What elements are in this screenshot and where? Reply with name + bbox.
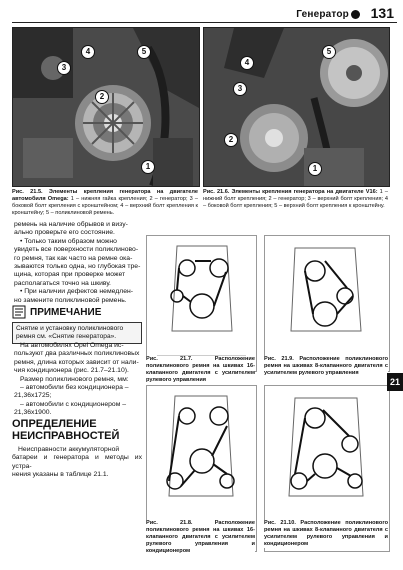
diagram-21-8-caption: Рис. 21.8. Расположение поликлинового ремня на шкивах 16-клапанного двигателя с усилителем рулевого управления и кондиционером bbox=[146, 520, 255, 554]
photo-left-caption bbox=[12, 189, 198, 217]
bullet-dot-icon bbox=[351, 10, 360, 19]
text-line: 21,36x1725; bbox=[14, 392, 52, 400]
belt-diagram-21-9 bbox=[264, 235, 390, 372]
callout-1: 1 bbox=[141, 160, 155, 174]
text-line: пользуют два различных поликлиновых bbox=[14, 350, 140, 358]
section-heading-line: ОПРЕДЕЛЕНИЕ bbox=[12, 418, 97, 430]
intro-text bbox=[14, 221, 142, 305]
section-heading-line: НЕИСПРАВНОСТЕЙ bbox=[12, 430, 120, 442]
callout-5: 5 bbox=[322, 45, 336, 59]
text-line: ремня, длина которых зависит от нали- bbox=[14, 358, 139, 366]
text-line: 21,36x1900. bbox=[14, 409, 52, 417]
photo-right-caption-text: 1 – нижний болт крепления; 2 – генератор; 3 – верхний болт крепления; 4 – боковой болт крепления; 5 – верхний болт крепления к кронштейну. bbox=[203, 189, 388, 209]
callout-4: 4 bbox=[240, 56, 254, 70]
header-rule bbox=[12, 22, 397, 23]
text-line: увидеть все поверхности поликлиново- bbox=[14, 246, 139, 254]
callout-4: 4 bbox=[81, 45, 95, 59]
note-line: Снятие и установку поликлинового bbox=[16, 325, 124, 332]
note-block bbox=[12, 305, 142, 344]
diagram-21-9-caption: Рис. 21.9. Расположение поликлинового ремня на шкивах 8-клапанного двигателя с усилителем рулевого управления bbox=[264, 356, 388, 376]
engine-photo-left-image bbox=[13, 28, 199, 186]
page-number: 131 bbox=[370, 5, 394, 21]
text-line: Размер поликлинового ремня, мм: bbox=[20, 375, 129, 383]
text-line: нения указаны в таблице 21.1. bbox=[12, 471, 109, 479]
callout-1: 1 bbox=[308, 162, 322, 176]
engine-photo-right bbox=[203, 27, 390, 187]
note-header bbox=[12, 305, 142, 319]
text-line: ально проверьте его состояние. bbox=[14, 229, 115, 237]
belt-diagram-21-7 bbox=[146, 235, 257, 372]
text-line: щина, которая при проверке может bbox=[14, 271, 126, 279]
photo-right-caption bbox=[203, 189, 388, 210]
section-text bbox=[12, 446, 142, 480]
text-line: На автомобилях Opel Omega ис- bbox=[20, 342, 124, 349]
belt-diagram-image bbox=[265, 236, 389, 371]
note-icon bbox=[12, 305, 26, 319]
text-line: ремень на наличие обрывов и визу- bbox=[14, 221, 128, 228]
text-line: располагаться точно на шкиву. bbox=[14, 279, 111, 287]
belt-paragraph bbox=[14, 342, 142, 418]
photo-left-caption-text: 1 – нижняя гайка крепления; 2 – генератор; 3 – боковой болт крепления с кронштейном; 4 – верхний болт крепления к кронштейну; 5 – поликлиновой ремень. bbox=[12, 196, 199, 216]
callout-2: 2 bbox=[95, 90, 109, 104]
text-line: чия кондиционера (рис. 21.7–21.10). bbox=[14, 367, 129, 375]
text-line: но замените поликлиновой ремень. bbox=[14, 296, 127, 304]
photo-left-caption-title: Рис. 21.5. Элементы крепления генератора на двигателе автомобиля Omega: bbox=[12, 189, 198, 202]
engine-photo-right-image bbox=[204, 28, 389, 186]
text-line: – автомобили с кондиционером – bbox=[20, 400, 127, 408]
section-title: Генератор bbox=[296, 9, 349, 20]
page-header bbox=[0, 0, 403, 26]
text-line: Неисправности аккумуляторной bbox=[18, 446, 120, 453]
callout-3: 3 bbox=[57, 61, 71, 75]
callout-5: 5 bbox=[137, 45, 151, 59]
diagram-21-7-caption: Рис. 21.7. Расположение поликлинового ремня на шкивах 16-клапанного двигателя с усилителем рулевого управления bbox=[146, 356, 255, 383]
diagram-21-10-caption: Рис. 21.10. Расположение поликлинового ремня на шкивах 8-клапанного двигателя с усилителем рулевого управления и кондиционером bbox=[264, 520, 388, 547]
text-line: зываются только одна, но глубокая тре- bbox=[14, 263, 141, 271]
callout-2: 2 bbox=[224, 133, 238, 147]
text-line: го ремня, так как часто на ремне ока- bbox=[14, 254, 133, 262]
note-line: ремня см. «Снятие генератора». bbox=[16, 333, 117, 341]
note-heading: ПРИМЕЧАНИЕ bbox=[30, 306, 102, 318]
text-line: • При наличии дефектов немедлен- bbox=[20, 288, 133, 296]
callout-3: 3 bbox=[233, 82, 247, 96]
photo-right-caption-title: Рис. 21.6. Элементы крепления генератора на двигателе V16: bbox=[203, 189, 378, 195]
section-heading bbox=[12, 418, 142, 442]
faults-section bbox=[12, 418, 142, 480]
text-line: • Только таким образом можно bbox=[20, 237, 117, 245]
chapter-tab: 21 bbox=[387, 373, 403, 391]
engine-photo-left bbox=[12, 27, 200, 187]
text-line: батареи и генератора и методы их устра- bbox=[12, 454, 142, 470]
text-line: – автомобили без кондиционера – bbox=[20, 384, 129, 392]
belt-diagram-image bbox=[147, 236, 256, 371]
